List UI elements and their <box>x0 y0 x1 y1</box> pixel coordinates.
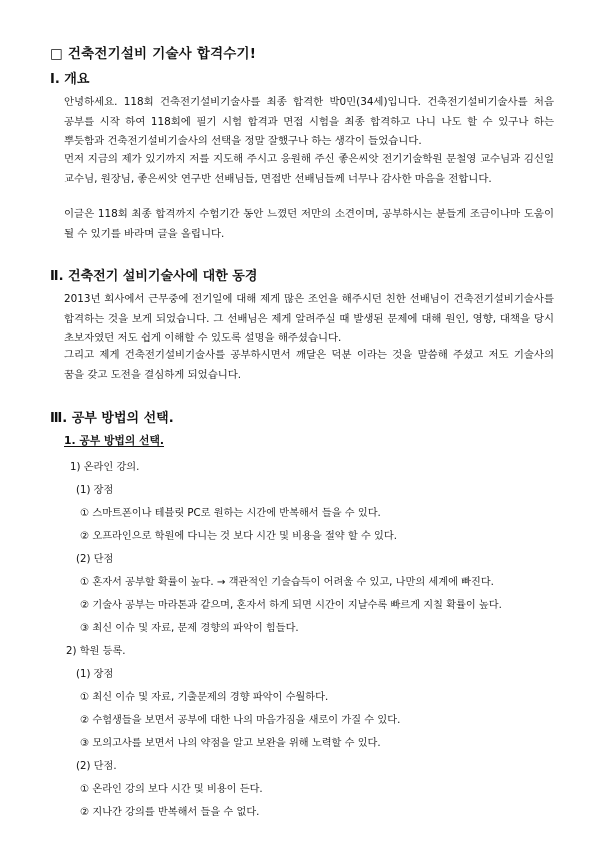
list-item: (2) 단점 <box>76 554 114 565</box>
list-item: ② 수험생들을 보면서 공부에 대한 나의 마음가짐을 새로이 가질 수 있다. <box>80 715 401 726</box>
list-item: ① 스마트폰이나 테블릿 PC로 원하는 시간에 반복해서 들을 수 있다. <box>80 508 381 519</box>
paragraph: 그리고 제게 건축전기설비기술사를 공부하시면서 깨달은 덕분 이라는 것을 말씀해 주셨고 저도 기술사의 꿈을 갖고 도전을 결심하게 되었습니다. <box>64 349 554 381</box>
paragraph: 이글은 118회 최종 합격까지 수험기간 동안 느꼈던 저만의 소견이며, 공부하시는 분들게 조금이나마 도움이 될 수 있기를 바라며 글을 올립니다. <box>64 208 554 240</box>
paragraph: 2013년 회사에서 근무중에 전기일에 대해 제게 많은 조언을 해주시던 친한 선배님이 건축전기설비기술사를 합격하는 것을 보게 되었습니다. 그 선배님은 제게 알려주실 때 발생된 문제에 대해 원인, 영향, 대책을 당시 초보자였던 저도 쉽게 이해할 수 있도록 설명을 해주셨습니다. <box>64 293 554 344</box>
list-item: ① 혼자서 공부할 확률이 높다. → 객관적인 기술습득이 어려울 수 있고, 나만의 세계에 빠진다. <box>80 577 494 588</box>
paragraph: 안녕하세요. 118회 건축전기설비기술사를 최종 합격한 박0민(34세)입니다. 건축전기설비기술사를 처음 공부를 시작 하여 118회에 필기 시험 합격과 면접 시험을 최종 합격하고 나니 나도 할 수 있구나 하는 뿌듯함과 건축전기설비기술사의 선택을 정말 잘했구나 하는 생각이 들었습니다. <box>64 96 554 147</box>
list-item: (2) 단점. <box>76 761 117 772</box>
subsection-heading: 1. 공부 방법의 선택. <box>64 434 165 447</box>
section-heading-overview: Ⅰ. 개요 <box>50 72 90 87</box>
paragraph: 먼저 지금의 제가 있기까지 저를 지도해 주시고 응원해 주신 좋은씨앗 전기기술학원 문철영 교수님과 김신일 교수님, 원장님, 좋은씨앗 연구반 선배님들, 면접반 선배님들께 너무나 감사한 마음을 전합니다. <box>64 153 554 185</box>
list-item: ③ 모의고사를 보면서 나의 약점을 알고 보완을 위해 노력할 수 있다. <box>80 738 381 749</box>
list-item: ② 오프라인으로 학원에 다니는 것 보다 시간 및 비용을 절약 할 수 있다. <box>80 531 397 542</box>
list-item: (1) 장점 <box>76 669 114 680</box>
section-heading-aspiration: Ⅱ. 건축전기 설비기술사에 대한 동경 <box>50 269 258 284</box>
list-item: ② 기술사 공부는 마라톤과 같으며, 혼자서 하게 되면 시간이 지날수록 빠르게 지칠 확률이 높다. <box>80 600 502 611</box>
section-heading-study-method: Ⅲ. 공부 방법의 선택. <box>50 411 174 426</box>
list-item: 1) 온라인 강의. <box>70 462 140 473</box>
document-title: □ 건축전기설비 기술사 합격수기! <box>50 46 257 62</box>
list-item: ① 온라인 강의 보다 시간 및 비용이 든다. <box>80 784 263 795</box>
list-item: ① 최신 이슈 및 자료, 기출문제의 경향 파악이 수월하다. <box>80 692 329 703</box>
list-item: ③ 최신 이슈 및 자료, 문제 경향의 파악이 힘들다. <box>80 623 299 634</box>
list-item: ② 지나간 강의를 반복해서 들을 수 없다. <box>80 807 260 818</box>
list-item: (1) 장점 <box>76 485 114 496</box>
list-item: 2) 학원 등록. <box>66 646 126 657</box>
